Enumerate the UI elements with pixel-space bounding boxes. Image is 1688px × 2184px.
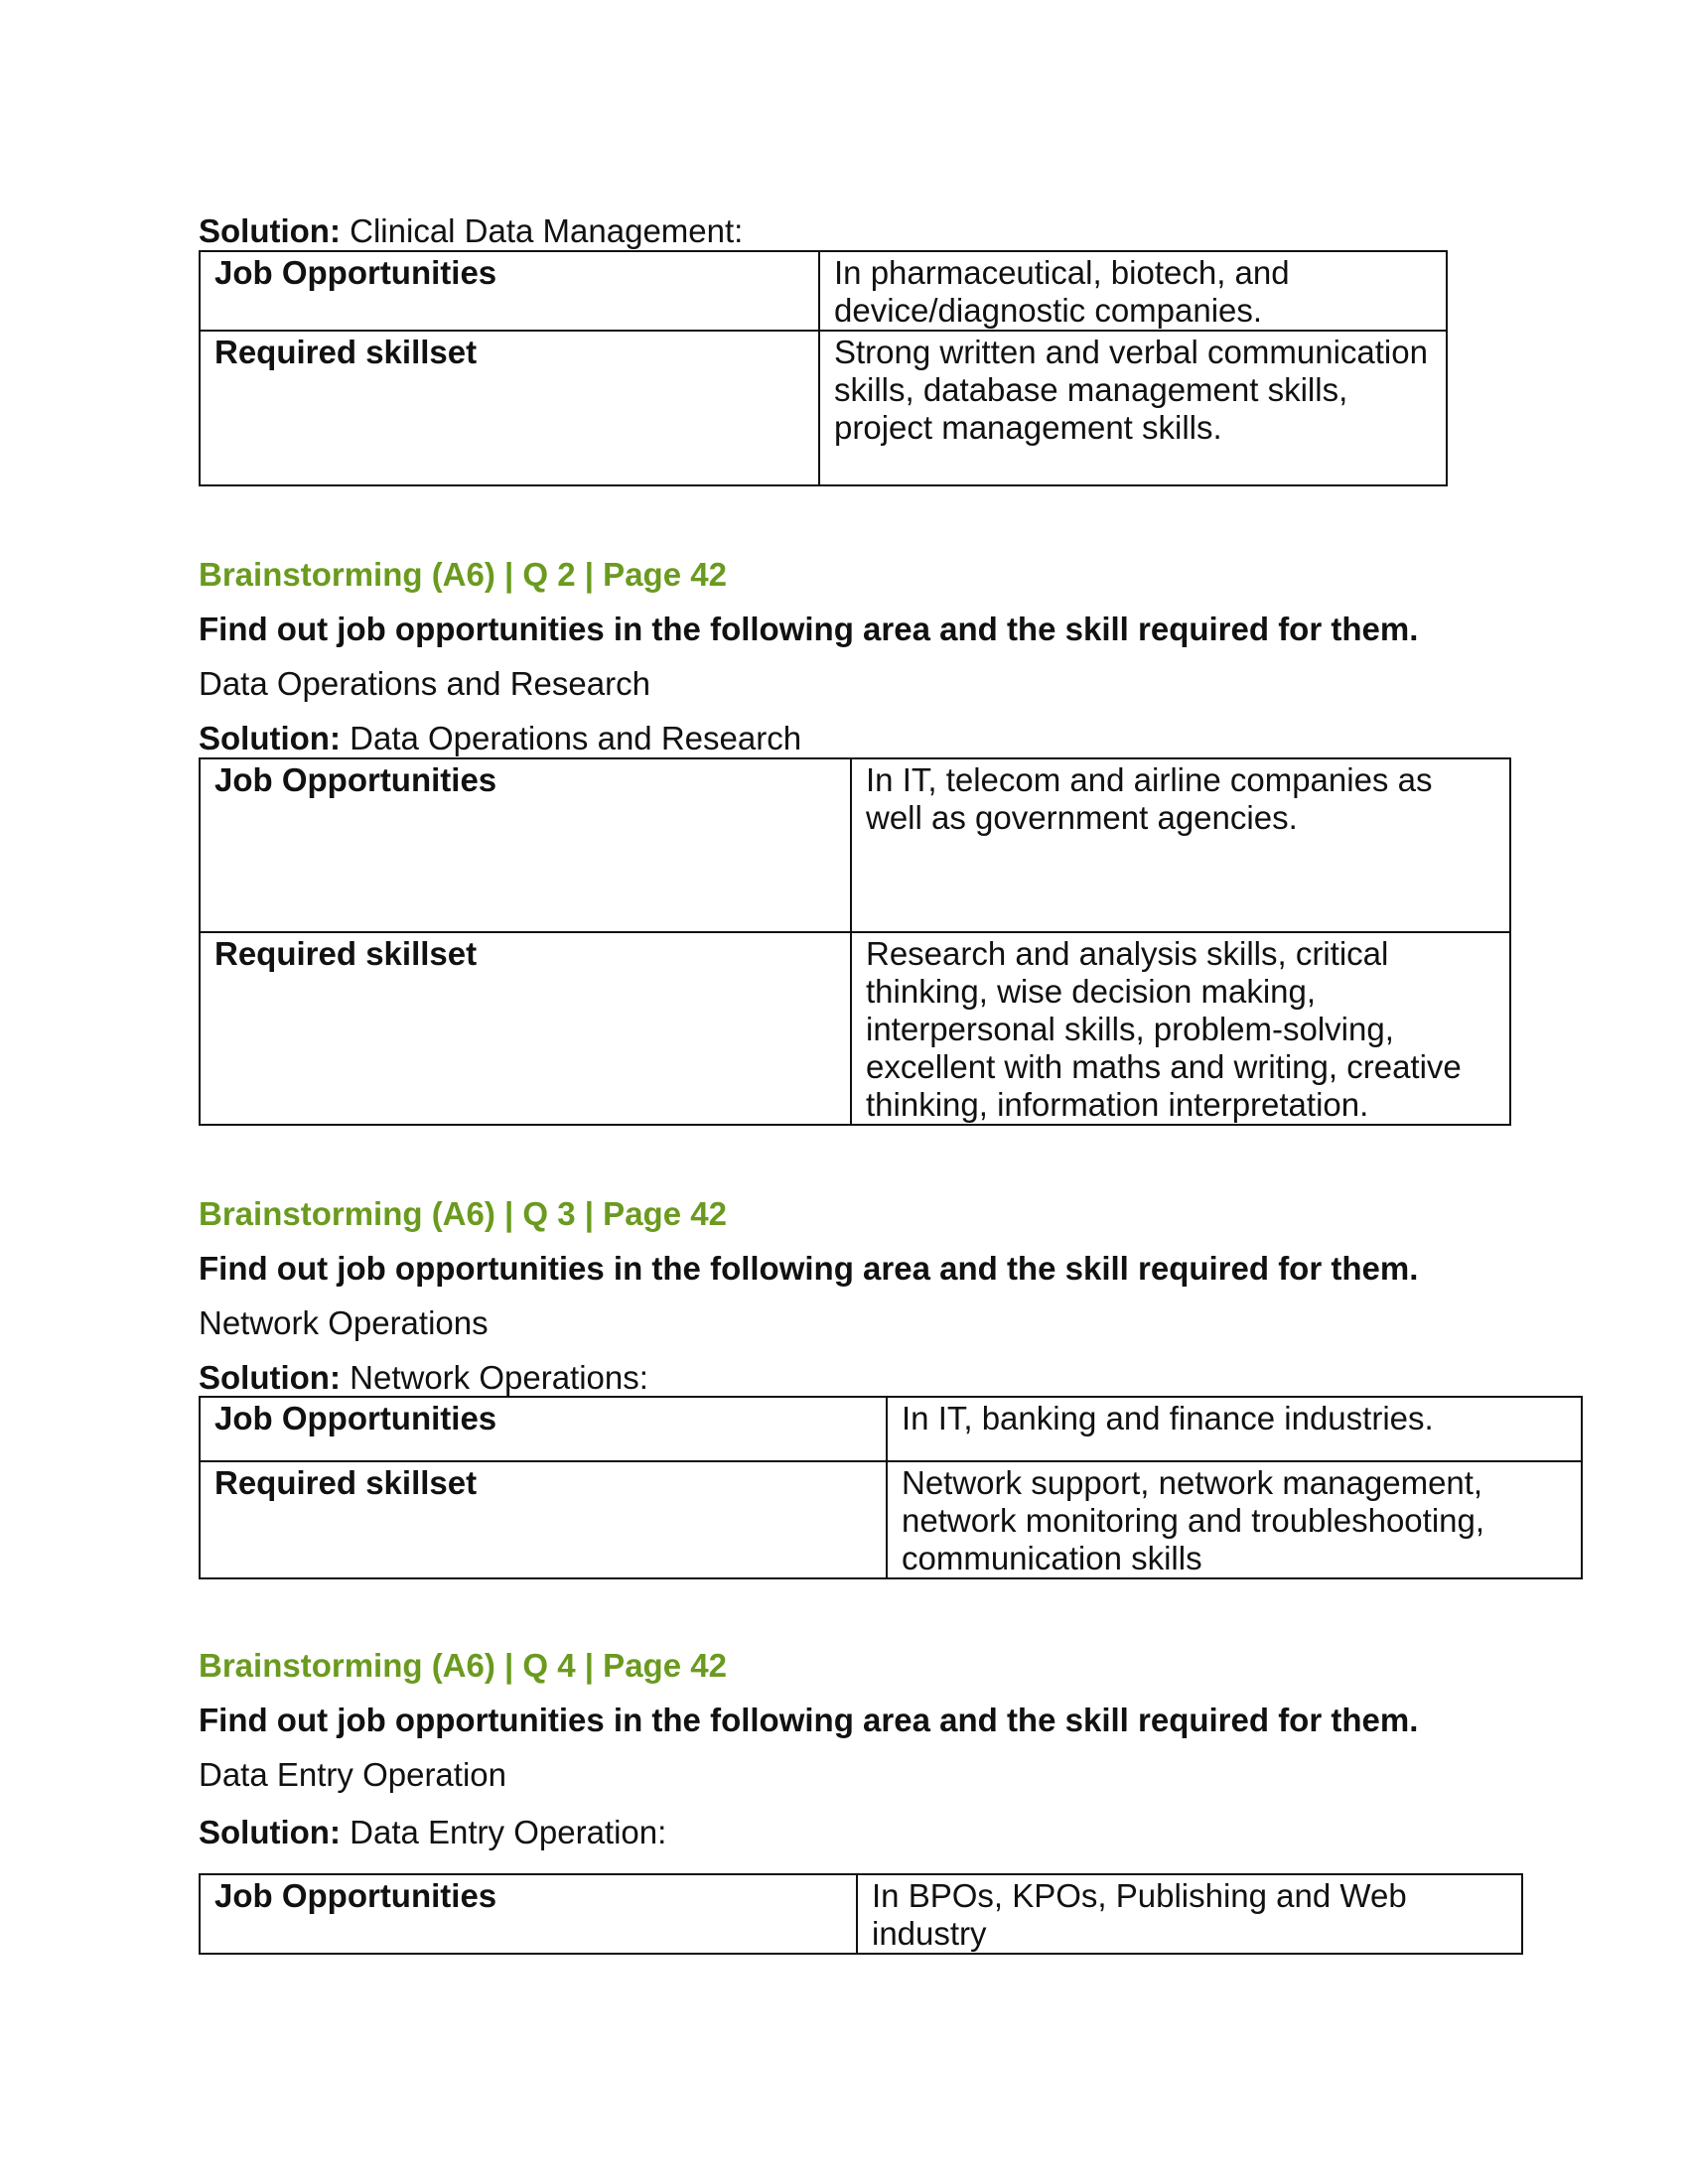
row-label: Required skillset [200,1461,887,1578]
table-row [200,932,1510,1125]
area-name: Data Operations and Research [199,665,650,702]
data-ops-table [199,757,1511,1126]
data-entry-table [199,1873,1523,1955]
solution-title: Data Entry Operation: [340,1814,667,1850]
row-value: In IT, banking and finance industries. [887,1397,1582,1461]
row-label: Required skillset [200,932,851,1125]
table-row [200,1874,1522,1954]
solution-line-data-entry [199,1814,666,1851]
row-label: Job Opportunities [200,758,851,932]
network-ops-table [199,1396,1583,1579]
solution-title: Data Operations and Research [340,720,802,756]
solution-line-network [199,1359,648,1397]
question-text: Find out job opportunities in the following area and the skill required for them. [199,1250,1419,1287]
area-name: Network Operations [199,1304,489,1341]
solution-label: Solution: [199,720,341,756]
row-label: Job Opportunities [200,251,819,331]
question-text: Find out job opportunities in the following area and the skill required for them. [199,611,1419,647]
solution-label: Solution: [199,1359,341,1396]
clinical-data-table [199,250,1448,486]
area-name: Data Entry Operation [199,1756,506,1793]
solution-title: Clinical Data Management: [340,212,744,249]
table-row [200,758,1510,932]
row-value: Strong written and verbal communication skills, database management skills, project management skills. [819,331,1447,485]
question-text: Find out job opportunities in the following area and the skill required for them. [199,1702,1419,1738]
section-heading-q4: Brainstorming (A6) | Q 4 | Page 42 [199,1647,727,1684]
row-value: In IT, telecom and airline companies as well as government agencies. [851,758,1510,932]
table-row [200,1461,1582,1578]
solution-line-data-ops [199,720,801,757]
section-heading-q3: Brainstorming (A6) | Q 3 | Page 42 [199,1195,727,1232]
row-value: In pharmaceutical, biotech, and device/diagnostic companies. [819,251,1447,331]
table-row [200,251,1447,331]
row-value: Network support, network management, network monitoring and troubleshooting, communication skills [887,1461,1582,1578]
row-label: Job Opportunities [200,1874,857,1954]
row-value: Research and analysis skills, critical thinking, wise decision making, interpersonal skills, problem-solving, excellent with maths and writing, creative thinking, information interpretation. [851,932,1510,1125]
section-heading-q2: Brainstorming (A6) | Q 2 | Page 42 [199,556,727,593]
table-row [200,331,1447,485]
row-value: In BPOs, KPOs, Publishing and Web industry [857,1874,1522,1954]
row-label: Required skillset [200,331,819,485]
solution-label: Solution: [199,1814,341,1850]
solution-title: Network Operations: [340,1359,648,1396]
table-row [200,1397,1582,1461]
solution-line-clinical [199,212,743,250]
solution-label: Solution: [199,212,341,249]
row-label: Job Opportunities [200,1397,887,1461]
